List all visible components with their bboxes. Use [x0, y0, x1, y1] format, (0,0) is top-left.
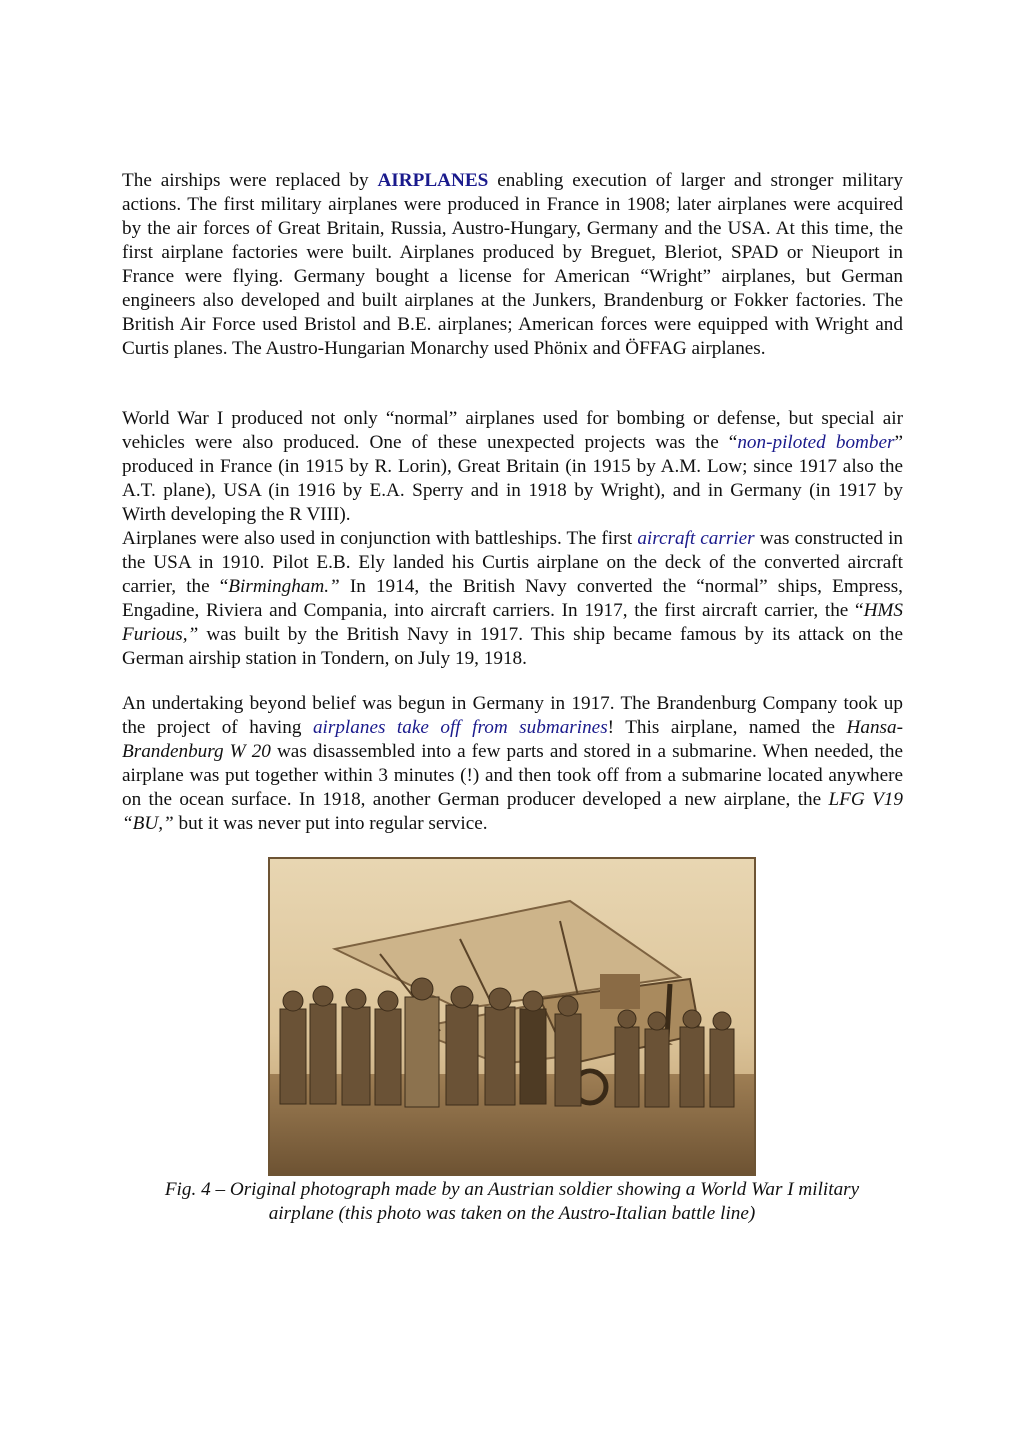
- ship-name-birmingham: Birmingham.”: [228, 576, 340, 597]
- plane-name-hansa-brandenburg: Hansa-Brandenburg W 20: [122, 717, 904, 762]
- paragraph-airplanes: [122, 169, 903, 361]
- text: Airplanes were also used in conjunction with battleships. The first: [122, 528, 638, 549]
- term-non-piloted-bomber: non-piloted bomber: [737, 432, 895, 453]
- ship-name-hms-furious: HMS Furious,”: [122, 600, 903, 645]
- text: In 1914, the British Navy converted the “normal” ships, Empress, Engadine, Riviera and Compania, into aircraft carriers. In 1917, the first aircraft carrier, the “: [122, 576, 903, 621]
- text: was disassembled into a few parts and stored in a submarine. When needed, the airplane was put together within 3 minutes (!) and then took off from a submarine located anywhere on the ocean surface. In 1918, another German producer developed a new airplane, the: [122, 741, 903, 810]
- text: was constructed in the USA in 1910. Pilot E.B. Ely landed his Curtis airplane on the deck of the converted aircraft carrier, the “: [122, 528, 903, 597]
- text: The airships were replaced by: [122, 170, 378, 191]
- caption-line-1: Fig. 4 – Original photograph made by an Austrian soldier showing a World War I military: [164, 1179, 860, 1200]
- biplane-photo-illustration: [270, 859, 754, 1174]
- text: was built by the British Navy in 1917. This ship became famous by its attack on the German airship station in Tondern, on July 19, 1918.: [122, 624, 903, 669]
- term-aircraft-carrier: aircraft carrier: [637, 528, 755, 549]
- term-submarine-airplanes: airplanes take off from submarines: [312, 717, 608, 738]
- text: World War I produced not only “normal” airplanes used for bombing or defense, but special air vehicles were also produced. One of these unexpected projects was the “: [122, 408, 903, 453]
- text: ! This airplane, named the: [607, 717, 847, 738]
- term-airplanes: AIRPLANES: [377, 170, 489, 191]
- paragraph-aircraft-carrier: [122, 527, 903, 671]
- text: but it was never put into regular service.: [173, 813, 488, 834]
- caption-line-2: airplane (this photo was taken on the Austro-Italian battle line): [268, 1203, 756, 1224]
- plane-name-lfg-v19: LFG V19 “BU,”: [122, 789, 903, 834]
- paragraph-non-piloted-bomber: [122, 407, 903, 527]
- paragraph-submarine-airplanes: [122, 692, 903, 836]
- historical-photo: [268, 857, 756, 1176]
- text: enabling execution of larger and stronger military actions. The first military airplanes were produced in France in 1908; later airplanes were acquired by the air forces of Great Britain, Russia, Austro-Hungary, Germany and the USA. At this time, the first airplane factories were built. Airplanes produced by Breguet, Bleriot, SPAD or Nieuport in France were flying. Germany bought a license for American “Wright” airplanes, but German engineers also developed and built airplanes at the Junkers, Brandenburg or Fokker factories. The British Air Force used Bristol and B.E. airplanes; American forces were equipped with Wright and Curtis planes. The Austro-Hungarian Monarchy used Phönix and ÖFFAG airplanes.: [122, 170, 903, 359]
- text: An undertaking beyond belief was begun in Germany in 1917. The Brandenburg Company took up the project of having: [122, 693, 903, 738]
- figure-caption: [120, 1178, 904, 1226]
- text: ” produced in France (in 1915 by R. Lorin), Great Britain (in 1915 by A.M. Low; since 1917 also the A.T. plane), USA (in 1916 by E.A. Sperry and in 1918 by Wright), and in Germany (in 1917 by Wirth developing the R VIII).: [122, 432, 903, 525]
